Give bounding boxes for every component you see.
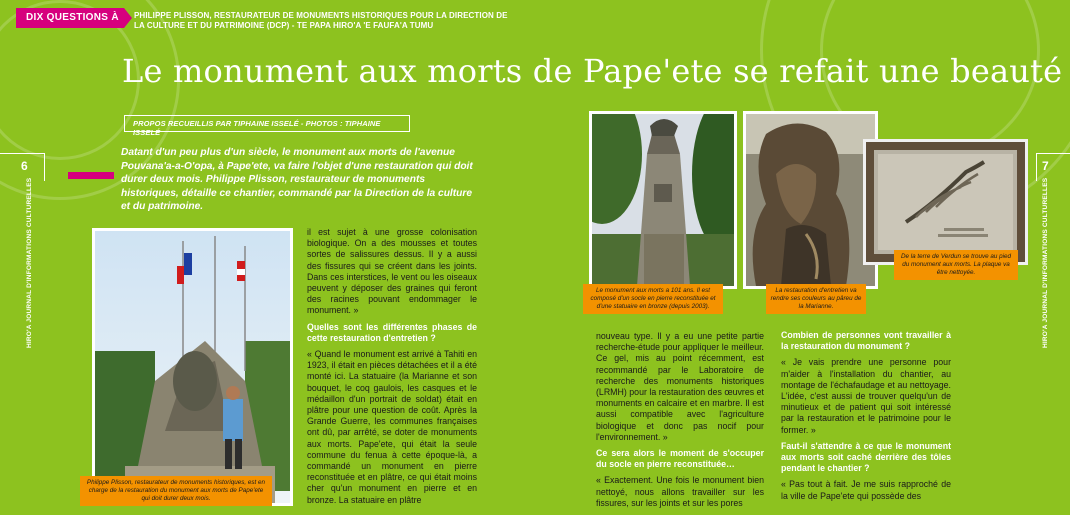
page-tab-line	[0, 153, 44, 154]
question: Combien de personnes vont travailler à la restauration du monument ?	[781, 330, 951, 352]
photo-marianne	[743, 111, 878, 289]
caption-monument: Le monument aux morts a 101 ans. Il est composé d'un socle en pierre reconstituée et d'une statuaire en bronze (depuis 2003).	[583, 284, 723, 314]
page-tab-line	[44, 153, 45, 181]
question: Ce sera alors le moment de s'occuper du socle en pierre reconstituée…	[596, 448, 764, 470]
paragraph: il est sujet à une grosse colonisation biologique. On a des mousses et toutes sortes de salissures dessus. Il y a aussi des fissures qui se créent dans les joints. Dans ces interstices, le vent ou les oiseaux peuvent y déposer des graines qui feront des racines pouvant endommager le monument. »	[307, 227, 477, 316]
interviewee-subtitle: PHILIPPE PLISSON, RESTAURATEUR DE MONUMENTS HISTORIQUES POUR LA DIRECTION DE LA CULTURE ET DU PATRIMOINE (DCP) - TE PAPA HIRO'A 'E FAUFA'A TUMU	[134, 11, 508, 30]
paragraph: nouveau type. Il y a eu une petite partie recherche-étude pour appliquer le meilleur. Ce gel, mis au point récemment, est recommandé par le Laboratoire de recherche des monuments historiques (LRMH) pour la restauration des œuvres et monuments en calcaire et en marbre. Il est aussi compatible avec l'agriculture biologique et donc pas nocif pour l'environnement. »	[596, 331, 764, 442]
section-tag: DIX QUESTIONS À	[16, 8, 124, 28]
caption-marianne: La restauration d'entretien va rendre ses couleurs au pâreu de la Marianne.	[766, 284, 866, 314]
vertical-journal-label-left: HIRO'A JOURNAL D'INFORMATIONS CULTURELLES	[26, 177, 33, 348]
caption-plisson: Philippe Plisson, restaurateur de monuments historiques, est en charge de la restauration du monument aux morts de Pape'ete qui doit durer deux mois.	[80, 476, 272, 506]
question: Quelles sont les différentes phases de cette restauration d'entretien ?	[307, 321, 477, 343]
vertical-journal-label-right: HIRO'A JOURNAL D'INFORMATIONS CULTURELLES	[1042, 177, 1049, 348]
photo-monument-image	[592, 114, 734, 286]
page-tab-line	[1036, 153, 1037, 181]
page-number-left: 6	[21, 159, 28, 173]
article-title: Le monument aux morts de Pape'ete se refait une beauté	[122, 52, 1063, 90]
photo-monument-top	[589, 111, 737, 289]
question: Faut-il s'attendre à ce que le monument aux morts soit caché derrière des tôles pendant le chantier ?	[781, 440, 951, 474]
section-tag-arrow	[124, 8, 132, 28]
photo-marianne-image	[746, 114, 875, 286]
accent-bar	[68, 172, 114, 179]
photo-verdun-plaque	[863, 139, 1028, 265]
article-column-2	[596, 331, 764, 514]
photo-plisson-monument	[92, 228, 293, 506]
photo-plisson-image	[95, 231, 290, 503]
article-lead: Datant d'un peu plus d'un siècle, le monument aux morts de l'avenue Pouvana'a-a-O'opa, à Pape'ete, va faire l'objet d'une restauration qui doit durer deux mois. Philippe Plisson, restaurateur de monuments historiques, détaille ce chantier, commandé par la Direction de la culture et du patrimoine.	[121, 147, 473, 213]
paragraph: « Je vais prendre une personne pour m'aider à l'installation du chantier, au montage de l'échafaudage et au nettoyage. L'idée, c'est aussi de trouver quelqu'un de minutieux et de patient qui soit intéressé par la restauration et le patrimoine pour le former. »	[781, 357, 951, 435]
photo-credit: PROPOS RECUEILLIS PAR TIPHAINE ISSELÉ - PHOTOS : TIPHAINE ISSELÉ	[124, 115, 410, 132]
caption-plaque: De la terre de Verdun se trouve au pied du monument aux morts. La plaque va être nettoyée.	[894, 250, 1018, 280]
article-column-1	[307, 227, 477, 511]
page-number-right: 7	[1042, 159, 1049, 173]
paragraph: « Pas tout à fait. Je me suis rapproché de la ville de Pape'ete qui possède des	[781, 479, 951, 501]
paragraph: « Quand le monument est arrivé à Tahiti en 1923, il était en pièces détachées et il a été monté ici. La statuaire (la Marianne et son bouquet, le coq gaulois, les casques et le médaillon d'un portrait de soldat) était en plâtre pour une question de coût. Après la Grande Guerre, les communes françaises ont dû, par arrêté, se doter de monuments aux morts. Pape'ete, qui était la seule commune du fenua à cette époque-là, a commandé un monument en pierre reconstituée et en plâtre, ce qui était moins cher qu'un monument en pierre et en bronze. La statuaire en plâtre	[307, 349, 477, 505]
page-tab-line	[1036, 153, 1070, 154]
article-column-3	[781, 330, 951, 507]
photo-plaque-image	[866, 142, 1025, 262]
paragraph: « Exactement. Une fois le monument bien nettoyé, nous allons travailler sur les fissures, sur les joints et sur les pores	[596, 475, 764, 508]
